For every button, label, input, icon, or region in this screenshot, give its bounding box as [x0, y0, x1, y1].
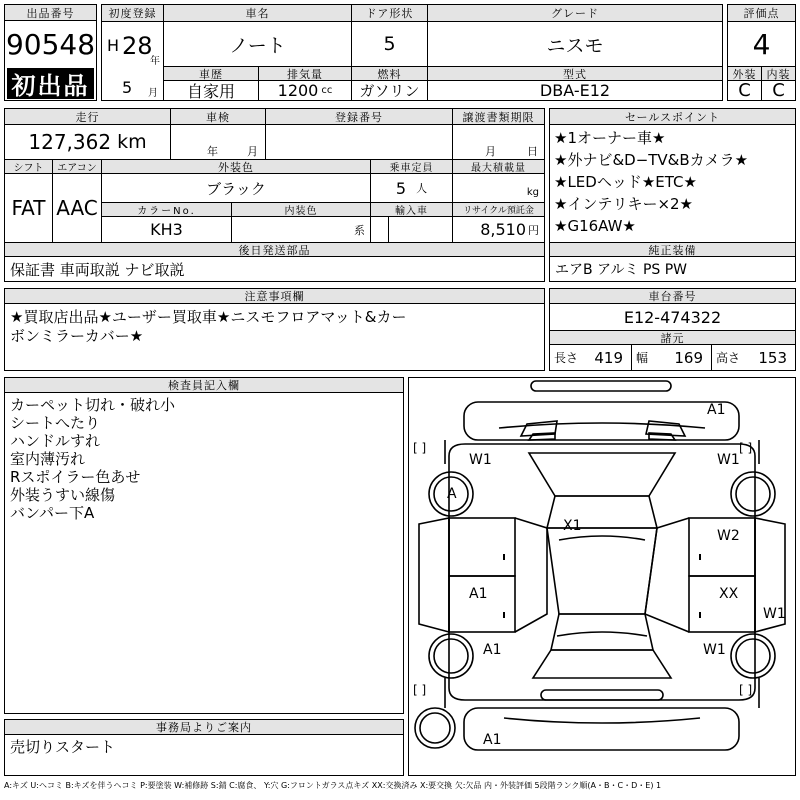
mileage: 127,362 — [28, 130, 112, 154]
interior-label: 内装 — [762, 66, 795, 81]
wheel-front-right-inner — [736, 477, 770, 511]
roof — [547, 528, 657, 614]
shift-label: シフト — [5, 159, 53, 174]
roof-bar-top — [531, 381, 671, 391]
notes-line: ★買取店出品★ユーザー買取車★ニスモフロアマット&カー — [10, 308, 407, 326]
mileage-unit: km — [117, 131, 147, 153]
loadcap-cell — [453, 174, 544, 202]
details-section — [4, 108, 545, 282]
equipment-label: 純正装備 — [550, 242, 795, 257]
left-rear-door — [449, 576, 515, 632]
spare-tire — [415, 708, 455, 748]
reg-no-label: 登録番号 — [266, 109, 453, 125]
car-diagram — [408, 377, 796, 776]
shift: FAT — [5, 174, 53, 242]
inspector-line: バンパー下A — [10, 504, 95, 522]
inspection-month-unit: 月 — [247, 145, 258, 158]
mark-w1-front-right: W1 — [717, 452, 740, 468]
reg-month: 5 — [122, 78, 133, 97]
bracket-rear-right: [ ] — [739, 683, 753, 697]
front-bumper — [464, 402, 739, 440]
mark-a1-roof: A1 — [707, 402, 726, 418]
fuel: ガソリン — [352, 81, 428, 100]
grade-label: グレード — [428, 5, 722, 22]
legend: A:キズ U:ヘコミ B:キズを伴うヘコミ P:要塗装 W:補修跡 S:錆 C:腐食、 Y:穴 G:フロントガラス点キズ XX:交換済み X:要交換 欠:欠品 内・外装評価 5段階ランク順(A・B・C・D・E) 1 — [4, 781, 662, 790]
right-pillar — [645, 518, 689, 632]
recycle: 8,510 — [480, 220, 526, 239]
sales-lines — [554, 129, 794, 241]
capacity: 5 — [395, 178, 407, 198]
left-pillar — [515, 518, 547, 632]
lot-number: 90548 — [5, 27, 96, 61]
wheel-rear-left — [429, 634, 473, 678]
inspector-line: ハンドルすれ — [10, 432, 101, 450]
vehicle-header — [101, 4, 723, 101]
mileage-label: 走行 — [5, 109, 171, 125]
wheel-rear-right-inner — [736, 639, 770, 673]
mark-w2-right-door: W2 — [717, 528, 740, 544]
hood — [529, 453, 675, 496]
recycle-label: リサイクル預託金 — [453, 202, 544, 217]
displacement-label: 排気量 — [259, 66, 352, 81]
reg-no-cell — [266, 125, 453, 159]
import-cell-b — [389, 217, 453, 242]
office-section — [4, 719, 404, 776]
office-label: 事務局よりご案内 — [5, 720, 403, 735]
color-no-label: カラーNo. — [102, 202, 232, 217]
sales-point-line: ★インテリキー×2★ — [554, 195, 694, 213]
first-reg-value — [102, 22, 164, 66]
roof-bar-bottom — [541, 690, 663, 700]
equipment: エアB アルミ PS PW — [555, 262, 688, 278]
car-diagram-svg — [409, 378, 795, 775]
sales-point-line: ★G16AW★ — [554, 217, 636, 235]
fuel-label: 燃料 — [352, 66, 428, 81]
transfer-month-unit: 月 — [485, 145, 496, 158]
capacity-label: 乗車定員 — [371, 159, 453, 174]
height-label: 高さ — [716, 351, 741, 365]
wheel-rear-right — [731, 634, 775, 678]
inspector-line: Rスポイラー色あせ — [10, 468, 141, 486]
model: DBA-E12 — [539, 81, 611, 100]
bracket-front-right: [ ] — [739, 441, 753, 455]
inspector-line: 室内薄汚れ — [10, 450, 86, 468]
roof-curve — [559, 536, 645, 540]
interior-color-label: 内装色 — [232, 202, 371, 217]
right-rear-door — [689, 576, 755, 632]
car-name-label: 車名 — [164, 5, 352, 22]
loadcap-unit: kg — [526, 186, 539, 198]
mark-w1-right-side: W1 — [763, 606, 786, 622]
chassis-label: 車台番号 — [550, 289, 795, 304]
score-label: 評価点 — [728, 5, 795, 22]
inspector-line: シートへたり — [10, 414, 101, 432]
width: 169 — [674, 348, 703, 367]
doors: 5 — [352, 22, 428, 66]
width-cell — [632, 345, 712, 370]
rear-window-line — [557, 632, 647, 636]
length-cell — [550, 345, 632, 370]
lot-number-label: 出品番号 — [5, 5, 96, 21]
first-reg-label: 初度登録 — [102, 5, 164, 22]
inspection-year-unit: 年 — [207, 145, 218, 158]
notes-label: 注意事項欄 — [5, 289, 544, 304]
score: 4 — [752, 27, 771, 61]
sales-point-line: ★1オーナー車★ — [554, 129, 666, 147]
reg-month-unit: 月 — [148, 88, 158, 99]
wheel-front-right — [731, 472, 775, 516]
history: 自家用 — [164, 81, 259, 100]
sales-label: セールスポイント — [550, 109, 795, 125]
first-listing-badge: 初出品 — [7, 68, 94, 99]
rear-bumper — [464, 708, 739, 750]
interior-color-cell — [232, 217, 371, 242]
notes-section — [4, 288, 545, 371]
reg-month-cell — [102, 66, 164, 100]
history-label: 車歴 — [164, 66, 259, 81]
exterior-grade: C — [728, 81, 762, 100]
car-name: ノート — [164, 22, 352, 66]
notes-line: ボンミラーカバー★ — [10, 327, 144, 345]
transfer-cell — [453, 125, 544, 159]
right-front-door — [689, 518, 755, 576]
reg-year-unit: 年 — [150, 56, 160, 66]
header-section — [4, 4, 97, 101]
width-label: 幅 — [636, 351, 649, 365]
rear-bumper-line — [504, 718, 700, 723]
import-label: 輸入車 — [371, 202, 453, 217]
chassis-section — [549, 288, 796, 371]
grade: ニスモ — [546, 34, 604, 57]
bracket-front-left: [ ] — [413, 441, 427, 455]
color-label: 外装色 — [102, 159, 371, 174]
mark-a1-rear-left: A1 — [483, 642, 502, 658]
aircon-label: エアコン — [53, 159, 102, 174]
recycle-unit: 円 — [528, 223, 539, 237]
mark-w1-front-left: W1 — [469, 452, 492, 468]
rear-hatch — [533, 650, 671, 678]
color-no: KH3 — [102, 217, 232, 242]
door-handles — [503, 554, 701, 618]
interior-grade: C — [772, 81, 785, 100]
import-cell-a — [371, 217, 389, 242]
capacity-cell — [371, 174, 453, 202]
length-label: 長さ — [554, 351, 579, 365]
displacement: 1200 — [277, 81, 319, 100]
later-parts-label: 後日発送部品 — [5, 242, 544, 257]
score-box — [727, 4, 796, 101]
specs-label: 諸元 — [550, 330, 795, 345]
displacement-cell — [259, 81, 352, 100]
sales-point-line: ★外ナビ&D−TV&Bカメラ★ — [554, 151, 749, 169]
inspector-line: 外装うすい線傷 — [10, 486, 116, 504]
exterior-label: 外装 — [728, 66, 762, 81]
length: 419 — [594, 348, 623, 367]
mileage-cell — [5, 125, 171, 159]
height: 153 — [758, 348, 787, 367]
bracket-rear-left: [ ] — [413, 683, 427, 697]
door-label: ドア形状 — [352, 5, 428, 22]
spare-tire-inner — [420, 713, 450, 743]
chassis-number: E12-474322 — [623, 307, 722, 327]
era: H — [107, 36, 120, 55]
wheel-rear-left-inner — [434, 639, 468, 673]
mark-w1-rear-right: W1 — [703, 642, 726, 658]
color: ブラック — [102, 174, 371, 202]
interior-color-unit: 系 — [354, 223, 365, 237]
transfer-label: 譲渡書類期限 — [453, 109, 544, 125]
later-parts: 保証書 車両取説 ナビ取説 — [10, 260, 185, 279]
inspection-label: 車検 — [171, 109, 266, 125]
mark-a1-spare: A1 — [483, 732, 502, 748]
mark-xx-right-door: XX — [719, 586, 739, 602]
office-text: 売切りスタート — [10, 737, 116, 756]
capacity-unit: 人 — [416, 182, 428, 195]
mark-a1-left-door: A1 — [469, 586, 488, 602]
inspector-section — [4, 377, 404, 714]
inspection-cell — [171, 125, 266, 159]
transfer-day-unit: 日 — [527, 145, 538, 158]
recycle-cell — [453, 217, 544, 242]
body-outline — [449, 444, 755, 700]
model-label: 型式 — [428, 66, 722, 81]
displacement-unit: cc — [321, 85, 333, 96]
reg-year: 28 — [122, 32, 153, 60]
height-cell — [712, 345, 795, 370]
loadcap-label: 最大積載量 — [453, 159, 544, 174]
sales-section — [549, 108, 796, 282]
left-front-door — [449, 518, 515, 576]
left-side-panel — [419, 518, 449, 632]
mark-a-wheel: A — [447, 486, 457, 502]
mark-x1-windshield: X1 — [563, 518, 582, 534]
aircon: AAC — [53, 174, 102, 242]
inspector-line: カーペット切れ・破れ小 — [10, 396, 176, 414]
sales-point-line: ★LEDヘッド★ETC★ — [554, 173, 697, 191]
inspector-label: 検査員記入欄 — [5, 378, 403, 393]
